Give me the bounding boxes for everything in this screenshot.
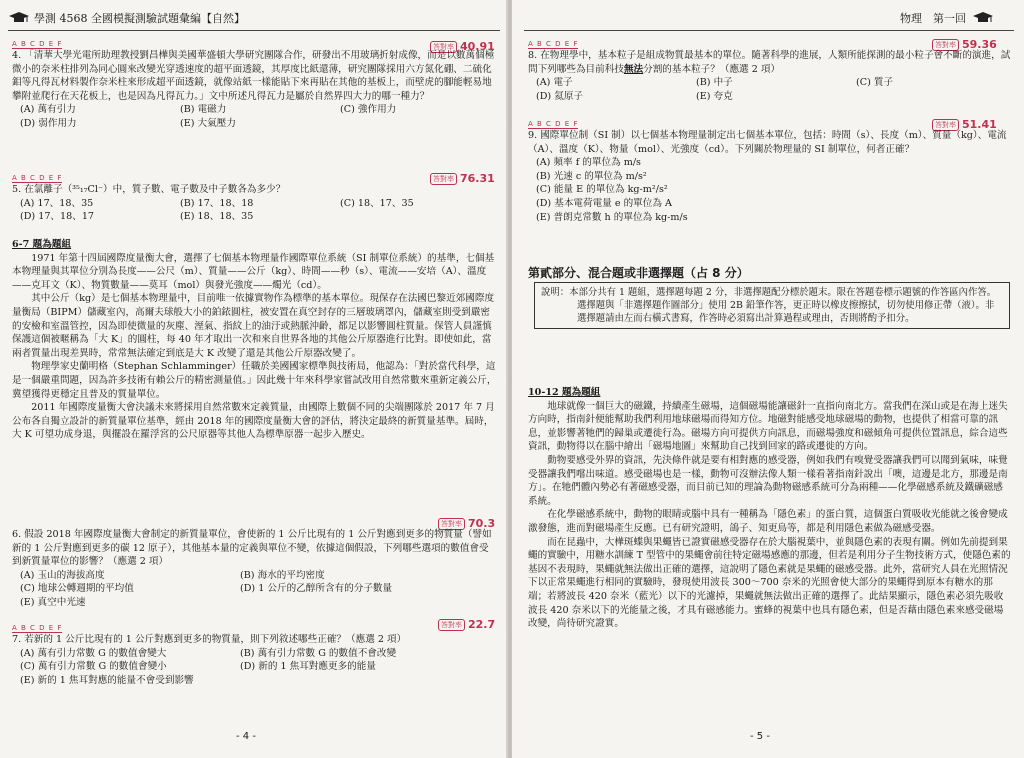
passage-10-12-para-4: 而在昆蟲中，大樺斑蝶與果蠅皆已證實磁感受器存在於大腦視葉中，並與隱色素的表現有關。例如先前提到果蠅的實驗中，用糖水訓練 T 型管中的果蠅會前往特定磁場感應的那邊，但若是利用分子生物技術方式，使隱色素的基因不表現時，果蠅就無法做出正確的選擇，這說明了隱色素就是果蠅的磁感受器。此外，當研究人員在光照情況下以正常果蠅進行相同的實驗時，發現使用波長 300～700 奈米的光照會使大部分的果蠅得到原本有糖水的那端；若將波長 420 奈米（藍光）以下的光濾掉，果蠅就無法做出正確的選擇了。此結果顯示，隱色素必須先吸收波長 420 奈米以下的光能量之後，才具有磁感能力。蜜蜂的視葉中也具有隱色素，但是否藉由隱色素來感受磁場改變，尚待研究證實。 — [528, 536, 1011, 630]
question-4 — [12, 40, 498, 131]
passage-10-12-para-3: 在化學磁感系統中，動物的眼睛或腦中具有一種稱為「隱色素」的蛋白質，這個蛋白質吸收光能就之後會變成激發態，進而對磁場產生反應。已有研究證明，鴿子、知更鳥等，都是利用隱色素做為磁感受器。 — [528, 509, 1008, 534]
left-header — [8, 8, 245, 28]
q9-option-d[interactable]: (D) 基本電荷電量 e 的單位為 A — [536, 197, 672, 209]
group-10-12-title: 10-12 題為題組 — [528, 387, 601, 398]
q6-option-d[interactable]: (D) 1 公斤的乙醇所含有的分子數量 — [240, 583, 393, 595]
question-5 — [12, 174, 498, 224]
right-page — [512, 0, 1024, 758]
q8-option-a[interactable]: (A) 電子 — [536, 77, 573, 89]
graduation-cap-icon — [8, 11, 30, 25]
q7-option-d[interactable]: (D) 新的 1 焦耳對應更多的能量 — [240, 661, 376, 673]
section-2-instructions — [534, 282, 1010, 329]
q9-options — [528, 156, 1012, 224]
q9-rate-value: 51.41 — [962, 118, 997, 131]
q7-answer-letters: A B C D E F — [12, 624, 63, 632]
q5-option-e[interactable]: (E) 18、18、35 — [180, 211, 254, 223]
passage-10-12 — [528, 386, 1012, 631]
q5-option-c[interactable]: (C) 18、17、35 — [340, 197, 414, 209]
q8-rate-label: 答對率 — [932, 39, 959, 51]
question-6 — [12, 528, 498, 610]
q4-option-a[interactable]: (A) 萬有引力 — [20, 104, 76, 116]
q5-option-b[interactable]: (B) 17、18、18 — [180, 197, 254, 209]
q5-rate-value: 76.31 — [460, 172, 495, 185]
q8-option-b[interactable]: (B) 中子 — [696, 77, 733, 89]
q6-option-e[interactable]: (E) 真空中光速 — [20, 596, 86, 608]
q8-option-e[interactable]: (E) 夸克 — [696, 90, 733, 102]
left-header-rule — [8, 30, 500, 31]
q8-answer-letters: A B C D E F — [528, 40, 579, 48]
section-2-note-1: 說明：本部分共有 1 題組，選擇題每題 2 分，非選擇題配分標於題末。限在答題卷標示題號的作答區內作答。 — [541, 287, 997, 298]
q8-option-d[interactable]: (D) 氦原子 — [536, 90, 584, 102]
q6-option-b[interactable]: (B) 海水的平均密度 — [240, 569, 325, 581]
passage-6-7-para-1: 1971 年第十四屆國際度量衡大會，選擇了七個基本物理量作國際單位系統（SI 制單位系統）的基準，七個基本物理量與其單位分別為長度——公尺（m）、質量——公斤（kg）、時間——秒（s）、電流——安培（A）、溫度——克耳文（K）、物質數量——莫耳（mol）與發光強度——燭光（cd）。 — [12, 252, 495, 291]
section-2-note-2: 選擇題與「非選擇題作圖部分」使用 2B 鉛筆作答，更正時以橡皮擦擦拭，切勿使用修正帶（液）。非選擇題請由左而右橫式書寫，作答時必須寫出計算過程或理由，否則將酌予扣分。 — [577, 300, 995, 324]
group-6-7-title: 6-7 題為題組 — [12, 239, 72, 250]
q7-option-a[interactable]: (A) 萬有引力常數 G 的數值會變大 — [20, 647, 167, 659]
q5-stem: 5. 在氯離子（³⁵₁₇Cl⁻）中，質子數、電子數及中子數各為多少？ — [12, 184, 286, 195]
q9-option-e[interactable]: (E) 普朗克常數 h 的單位為 kg-m/s — [536, 211, 688, 223]
q6-option-a[interactable]: (A) 玉山的海拔高度 — [20, 569, 105, 581]
question-7 — [12, 624, 498, 687]
q4-options — [12, 103, 498, 130]
q6-stem: 6. 假設 2018 年國際度量衡大會制定的新質量單位，會使新的 1 公斤比現有的 1 公斤對應到更多的物質量（譬如新的 1 公斤對應到更多的碳 12 原子），其他基本量的定義與單位不變，依據這個假設，下列哪些選項的數值會受到新質量單位的影響？（應選 2 項） — [12, 529, 492, 568]
q9-option-b[interactable]: (B) 光速 c 的單位為 m/s² — [536, 170, 647, 182]
right-page-number: - 5 - — [750, 731, 770, 742]
question-8 — [528, 40, 1012, 103]
q7-option-b[interactable]: (B) 萬有引力常數 G 的數值不會改變 — [240, 647, 397, 659]
q5-answer-letters: A B C D E F — [12, 174, 63, 182]
q7-rate-value: 22.7 — [468, 618, 496, 631]
question-9 — [528, 120, 1012, 224]
q4-answer-letters: A B C D E F — [12, 40, 63, 48]
passage-6-7 — [12, 238, 498, 442]
q7-rate-label: 答對率 — [438, 619, 465, 631]
q7-options — [12, 647, 498, 688]
left-header-title: 學測 4568 全國模擬測驗試題彙編【自然】 — [34, 12, 245, 25]
q5-options — [12, 197, 498, 224]
passage-10-12-para-1: 地球就像一個巨大的磁鐵，持續產生磁場，這個磁場能讓磁針一直指向南北方。當我們在深山或是在海上迷失方向時，指南針便能幫助我們利用地球磁場而得知方位。地磁對能感受地球磁場的動物，也提供了相當可靠的訊息，並影響著牠們的歸巢或遷徙行為。磁場方向可提供方向訊息，而磁場強度和磁傾角可提供位置訊息，綜合這些資訊，動物得以在腦中繪出「磁場地圖」來幫助自己找到回家的路或遷徙的方向。 — [528, 400, 1008, 453]
q9-stem: 9. 國際單位制（SI 制）以七個基本物理量制定出七個基本單位，包括：時間（s）、長度（m）、質量（kg）、電流（A）、溫度（K）、物量（mol）、光強度（cd）。下列關於物理量的 SI 制單位，何者正確？ — [528, 130, 1007, 155]
q5-option-a[interactable]: (A) 17、18、35 — [20, 197, 94, 209]
left-page — [0, 0, 508, 758]
q6-option-c[interactable]: (C) 地球公轉週期的平均值 — [20, 583, 134, 595]
passage-6-7-para-2: 其中公斤（kg）是七個基本物理量中，目前唯一依據實物作為標準的基本單位。現保存在法國巴黎近郊國際度量衡局（BIPM）儲藏室內，高爾夫球般大小的鉑銥圓柱，被安置在真空封存的三層玻璃罩內，儲藏室則受到嚴密的安檢和室溫管控，因為即使微量的灰塵、溼氣、指紋上的油汙或熱脈沖齡，都足以影響圓柱質量。保管人員謹慎保護這個被暱稱為「大 K」的圓柱，每 40 年才取出一次和來自世界各地的其他公斤原器進行比對。即使如此，當兩者質量出現差異時，常常無法確定到底是大 K 改變了還是其他公斤原器改變了。 — [12, 293, 495, 359]
q7-option-e[interactable]: (E) 新的 1 焦耳對應的能量不會受到影響 — [20, 674, 194, 686]
right-header-rule — [524, 30, 1014, 31]
q9-option-c[interactable]: (C) 能量 E 的單位為 kg-m²/s² — [536, 184, 668, 196]
q9-rate-label: 答對率 — [932, 119, 959, 131]
q9-answer-letters: A B C D E F — [528, 120, 579, 128]
q4-option-e[interactable]: (E) 大氣壓力 — [180, 117, 236, 129]
q7-stem: 7. 若新的 1 公斤比現有的 1 公斤對應到更多的物質量，則下列敘述哪些正確？（應選 2 項） — [12, 634, 407, 645]
right-header — [900, 8, 998, 28]
left-page-number: - 4 - — [236, 731, 256, 742]
q7-option-c[interactable]: (C) 萬有引力常數 G 的數值會變小 — [20, 661, 167, 673]
q5-rate-label: 答對率 — [430, 173, 457, 185]
q6-options — [12, 569, 498, 610]
graduation-cap-icon — [972, 11, 994, 25]
q6-rate-value: 70.3 — [468, 517, 496, 530]
q8-rate-value: 59.36 — [962, 38, 997, 51]
q4-rate-label: 答對率 — [430, 41, 457, 53]
q6-rate-label: 答對率 — [438, 518, 465, 530]
passage-6-7-para-4: 2011 年國際度量衡大會決議未來將採用自然常數來定義質量，由國際上數個不同的尖端團隊於 2017 年 7 月公布各自獨立設計的新質量單位基準，經由 2018 年的國際度量衡大會的評估，將決定最終的新質量基準。屆時，大 K 可望功成身退，與擺設在羅浮宮的公尺原器等其他人為標準原器一起步入歷史。 — [12, 402, 495, 441]
q4-option-c[interactable]: (C) 強作用力 — [340, 104, 397, 116]
q8-stem: 8. 在物理學中，基本粒子是組成物質最基本的單位。隨著科學的進展，人類所能探測的最小粒子會不斷的演進，試問下列哪些為目前科技無法分割的基本粒子？（應選 2 項） — [528, 50, 1011, 75]
q4-option-b[interactable]: (B) 電磁力 — [180, 104, 227, 116]
q4-rate-value: 40.91 — [460, 40, 495, 53]
q4-stem: 4. 「清華大學光電所助理教授劉昌樺與美國華盛頓大學研究團隊合作，研發出不用玻璃折射成像，而是以數萬個極微小的奈米柱排列為同心圓來改變光穿透速度的超平面透鏡，其厚度比紙還薄，研究團隊採用六方氮化硼、二硫化鉬等凡得瓦材料製作奈米柱來形成超平面透鏡，就像站紙一樣能貼下來再貼在其他的基板上，而壁虎的腳能輕易地攀附並爬行在天花板上，也是因為凡得瓦力。」文中所述凡得瓦力是屬於自然界四大力的哪一種力？ — [12, 50, 495, 102]
q9-option-a[interactable]: (A) 頻率 f 的單位為 m/s — [536, 157, 641, 169]
right-header-title: 物理 第一回 — [900, 12, 966, 25]
q8-option-c[interactable]: (C) 質子 — [856, 77, 894, 89]
passage-10-12-para-2: 動物要感受外界的資訊，先決條件就是要有相對應的感受器，例如我們有嗅覺受器讓我們可以聞到氣味，味覺受器讓我們嚐出味道。感受磁場也是一樣，動物可沒辦法像人類一樣看著指南針說出「噢，這邊是北方，那邊是南方」。在牠們體內勢必有著磁感受器，而目前已知的理論為動物磁感系統可分為兩種——化學磁感系統及鐵礦磁感系統。 — [528, 454, 1008, 507]
q5-option-d[interactable]: (D) 17、18、17 — [20, 211, 95, 223]
q4-option-d[interactable]: (D) 弱作用力 — [20, 117, 77, 129]
q8-options — [528, 76, 1012, 103]
passage-6-7-para-3: 物理學家史蘭明格（Stephan Schlamminger）任職於美國國家標準與技術局，他認為：「對於當代科學，這是一個嚴重問題，因為許多技術有賴公斤的精密測量值。」因此幾十年來科學家嘗試改用自然常數來重新定義公斤，冀望獲得更穩定且普及的質量單位。 — [12, 361, 497, 400]
section-2-title: 第貳部分、混合題或非選擇題（占 8 分） — [528, 266, 749, 280]
